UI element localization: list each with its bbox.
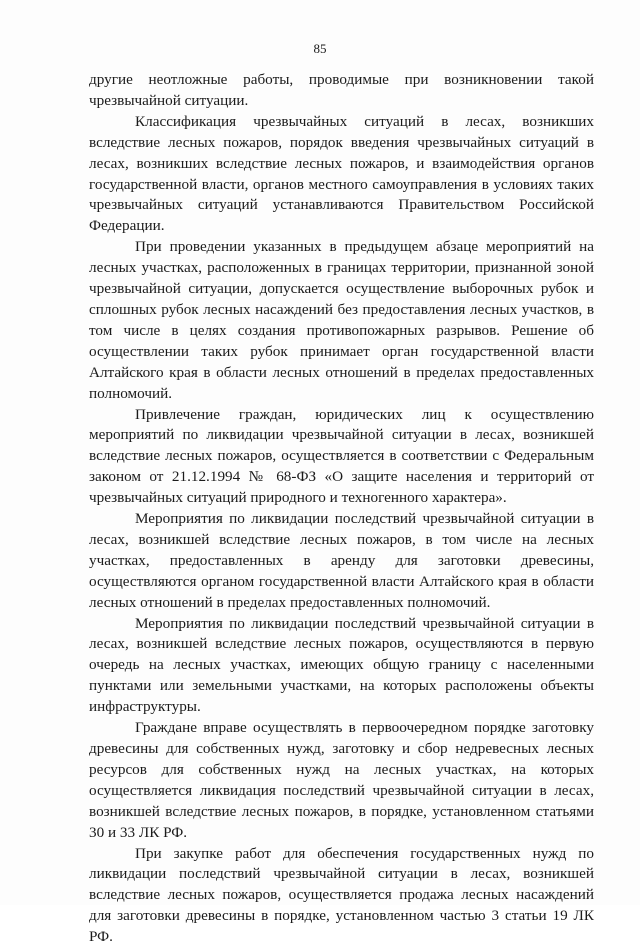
paragraph: Классификация чрезвычайных ситуаций в лесах, возникших вследствие лесных пожаров, порядок введения чрезвычайных ситуаций в лесах, возникших вследствие лесных пожаров, и взаимодействия органов государственной власти, органов местного самоуправления в условиях таких чрезвычайных ситуаций устанавливаются Правительством Российской Федерации. <box>89 112 594 235</box>
paragraph: При закупке работ для обеспечения государственных нужд по ликвидации последствий чрезвычайной ситуации в лесах, возникшей вследствие лесных пожаров, осуществляется продажа лесных насаждений для заготовки древесины в порядке, установленном частью 3 статьи 19 ЛК РФ. <box>89 844 594 946</box>
body-text <box>89 70 594 948</box>
paragraph: Граждане вправе осуществлять в первоочередном порядке заготовку древесины для собственных нужд, заготовку и сбор недревесных лесных ресурсов для собственных нужд на лесных участках, на которых осуществляется ликвидация последствий чрезвычайной ситуации в лесах, возникшей вследствие лесных пожаров, в порядке, установленном статьями 30 и 33 ЛК РФ. <box>89 719 594 841</box>
paragraph: Мероприятия по ликвидации последствий чрезвычайной ситуации в лесах, возникшей вследствие лесных пожаров, в том числе на лесных участках, предоставленных в аренду для заготовки древесины, осуществляются органом государственной власти Алтайского края в области лесных отношений в пределах предоставленных полномочий. <box>89 510 594 611</box>
paragraph: Привлечение граждан, юридических лиц к осуществлению мероприятий по ликвидации чрезвычайной ситуации в лесах, возникшей вследствие лесных пожаров, осуществляется в соответствии с Федеральным законом от 21.12.1994 № 68-ФЗ «О защите населения и территорий от чрезвычайных ситуаций природного и техногенного характера». <box>89 405 594 507</box>
page-number: 85 <box>313 41 327 56</box>
paragraph: Мероприятия по ликвидации последствий чрезвычайной ситуации в лесах, возникшей вследствие лесных пожаров, осуществляются в первую очередь на лесных участках, имеющих общую границу с населенными пунктами или земельными участками, на которых расположены объекты инфраструктуры. <box>89 614 594 716</box>
paragraph-continuation: другие неотложные работы, проводимые при возникновении такой чрезвычайной ситуации. <box>89 71 594 109</box>
paragraph: При проведении указанных в предыдущем абзаце мероприятий на лесных участках, расположенных в границах территории, признанной зоной чрезвычайной ситуации, допускается осуществление выборочных рубок и сплошных рубок лесных насаждений без предоставления лесных участков, в том числе в целях создания противопожарных разрывов. Решение об осуществлении таких рубок принимает орган государственной власти Алтайского края в области лесных отношений в пределах предоставленных полномочий. <box>89 238 594 402</box>
